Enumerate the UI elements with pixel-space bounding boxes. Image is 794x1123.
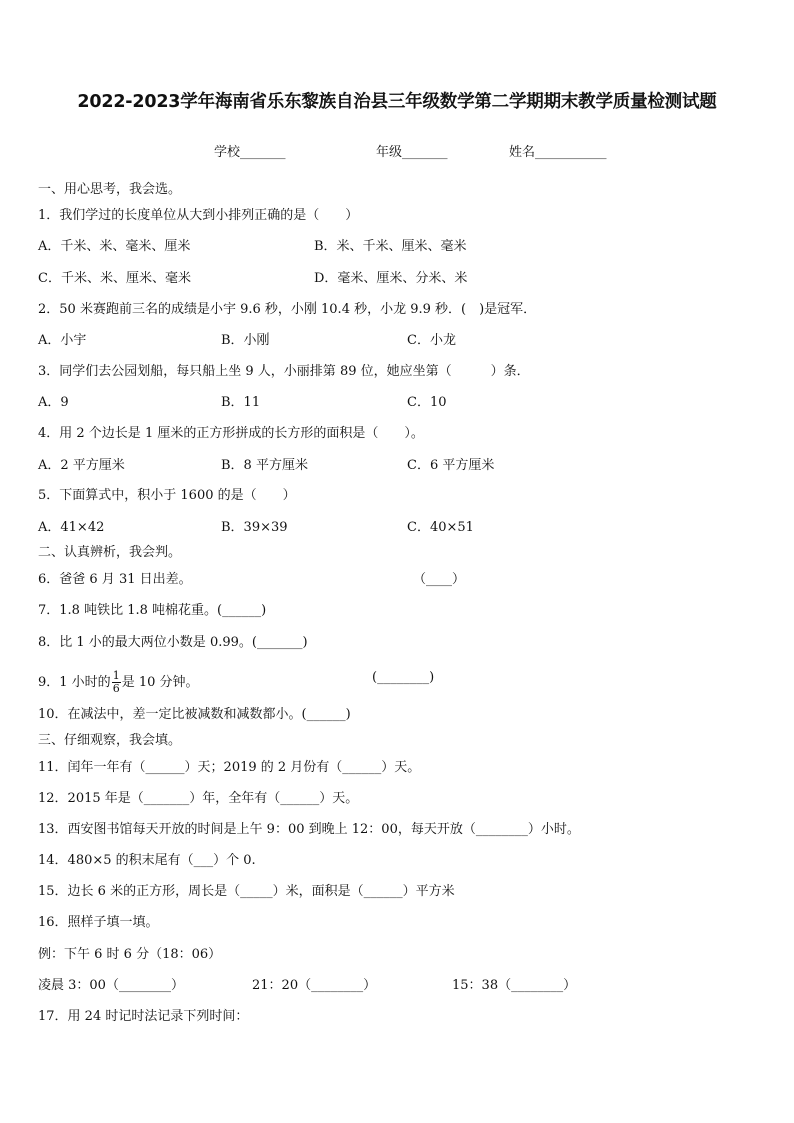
q9-answer-blank[interactable]: (________) [372, 670, 435, 685]
fraction-one-sixth [112, 670, 121, 695]
q5-option-c[interactable]: C．40×51 [407, 520, 474, 535]
question-7: 7．1.8 吨铁比 1.8 吨棉花重。(______) [38, 603, 267, 618]
q1-option-a[interactable]: A．千米、米、毫米、厘米 [38, 239, 191, 254]
section-heading-1: 一、用心思考，我会选。 [38, 182, 182, 197]
q1-option-c[interactable]: C．千米、米、厘米、毫米 [38, 271, 191, 286]
q5-option-a[interactable]: A．41×42 [38, 520, 105, 535]
question-12: 12．2015 年是（_______）年，全年有（______）天。 [38, 791, 359, 806]
school-field[interactable]: 学校_______ [214, 145, 286, 160]
question-13: 13．西安图书馆每天开放的时间是上午 9：00 到晚上 12：00，每天开放（________）小时。 [38, 822, 580, 837]
q3-option-b[interactable]: B．11 [221, 395, 261, 410]
q1-option-b[interactable]: B．米、千米、厘米、毫米 [314, 239, 467, 254]
question-6: 6．爸爸 6 月 31 日出差。 [38, 572, 192, 587]
q2-option-a[interactable]: A．小宇 [38, 333, 87, 348]
question-9 [38, 670, 199, 695]
grade-field[interactable]: 年级_______ [376, 145, 448, 160]
question-11: 11．闰年一年有（______）天；2019 的 2 月份有（______）天。 [38, 760, 421, 775]
question-14: 14．480×5 的积末尾有（___）个 0. [38, 853, 256, 868]
question-10: 10．在减法中，差一定比被减数和减数都小。(______) [38, 707, 351, 722]
question-16: 16．照样子填一填。 [38, 915, 159, 930]
page-title: 2022-2023学年海南省乐东黎族自治县三年级数学第二学期期末教学质量检测试题 [77, 92, 717, 112]
q16-blank-a[interactable]: 凌晨 3：00（________） [38, 978, 184, 993]
q9-text-after: 是 10 分钟。 [121, 675, 199, 690]
q16-example: 例：下午 6 时 6 分（18：06） [38, 947, 222, 962]
q1-option-d[interactable]: D．毫米、厘米、分米、米 [314, 271, 468, 286]
question-3: 3．同学们去公园划船，每只船上坐 9 人，小丽排第 89 位，她应坐第（ ）条． [38, 364, 530, 379]
name-field[interactable]: 姓名___________ [509, 145, 607, 160]
q6-answer-blank[interactable]: （____） [413, 572, 466, 587]
q4-option-a[interactable]: A．2 平方厘米 [38, 458, 125, 473]
q2-option-c[interactable]: C．小龙 [407, 333, 456, 348]
question-17: 17．用 24 时记时法记录下列时间： [38, 1009, 249, 1024]
question-1: 1．我们学过的长度单位从大到小排列正确的是（ ） [38, 208, 359, 223]
fraction-denominator: 6 [112, 682, 120, 695]
q4-option-c[interactable]: C．6 平方厘米 [407, 458, 495, 473]
q4-option-b[interactable]: B．8 平方厘米 [221, 458, 308, 473]
fraction-numerator: 1 [112, 669, 120, 682]
question-15: 15．边长 6 米的正方形，周长是（_____）米，面积是（______）平方米 [38, 884, 455, 899]
section-heading-2: 二、认真辨析，我会判。 [38, 545, 182, 560]
q9-text-before: 9．1 小时的 [38, 675, 111, 690]
q3-option-a[interactable]: A．9 [38, 395, 69, 410]
q5-option-b[interactable]: B．39×39 [221, 520, 288, 535]
question-4: 4．用 2 个边长是 1 厘米的正方形拼成的长方形的面积是（ ）。 [38, 426, 424, 441]
q2-option-b[interactable]: B．小刚 [221, 333, 270, 348]
question-2: 2．50 米赛跑前三名的成绩是小宇 9.6 秒，小刚 10.4 秒，小龙 9.9 秒．( )是冠军． [38, 302, 537, 317]
question-8: 8．比 1 小的最大两位小数是 0.99。(_______) [38, 635, 308, 650]
question-5: 5．下面算式中，积小于 1600 的是（ ） [38, 488, 296, 503]
q16-blank-b[interactable]: 21：20（________） [252, 978, 377, 993]
section-heading-3: 三、仔细观察，我会填。 [38, 733, 182, 748]
q16-blank-c[interactable]: 15：38（________） [452, 978, 577, 993]
q3-option-c[interactable]: C．10 [407, 395, 447, 410]
